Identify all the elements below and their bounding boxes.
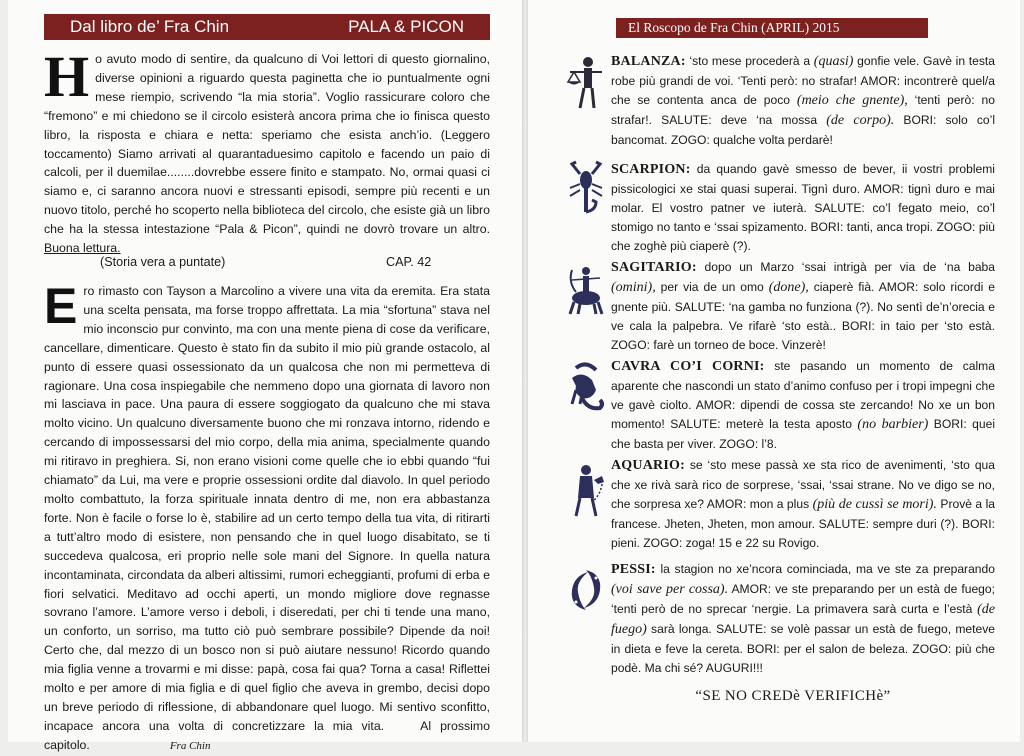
story-label: (Storia vera a puntate) <box>100 255 226 269</box>
sign-sagitario <box>611 258 995 355</box>
sign-text: dopo un Marzo ‘ssai intrigà per via de ‘na baba <box>696 260 995 274</box>
sign-text: ste pasando un momento de calma aparente che nascondi un stato d’animo confuso per i tropi impegni che ve gavè ciolto. AMOR: dipendi de cossa ste zercando! No xe un bon momento! SALUTE: meterè la testa aposto <box>611 359 995 431</box>
sign-aside: (de corpo). <box>826 112 895 128</box>
sign-scarpion <box>611 160 995 256</box>
sign-text: Provè a la francese. Jheten, Jheten, mon amour. SALUTE: sempre duri (?). BORI: pieni. ZOGO: zoga! 15 e 22 su Rovigo. <box>611 496 995 550</box>
sign-aside: (omini), <box>611 279 656 295</box>
intro-dropcap: H <box>44 44 90 109</box>
sign-name: SAGITARIO: <box>611 260 697 275</box>
sign-aside: (voi save per cossa). <box>611 581 729 597</box>
right-page <box>528 0 1020 742</box>
sign-text: da quando gavè smesso de bever, ii vostri problemi pissicologici xe stai quasi superai. Tignì duro. AMOR: tignì duro e mai molar. El vostro patner ve iuterà. SALUTE: co’l fegato meio, co’l stomigo no tanto e ‘ssai spizamento. BORI: tanti, anca tropi. ZOGO: più che zoghè più ciaperè (?). <box>611 162 995 253</box>
intro-sign-off: Buona lettura. <box>44 241 121 256</box>
story-closing: Al prossimo capitolo. <box>44 718 490 752</box>
aquarius-icon <box>566 462 606 518</box>
sign-text: per via de un omo <box>655 279 769 294</box>
column-title: Dal libro de’ Fra Chin <box>70 17 230 36</box>
intro-paragraph <box>44 44 490 256</box>
left-page <box>8 0 522 752</box>
sign-name: CAVRA CO’I CORNI: <box>611 359 765 374</box>
sign-aquario <box>611 456 995 553</box>
story-strap <box>44 255 490 275</box>
author-signature: Fra Chin <box>169 739 211 752</box>
sagittarius-icon <box>566 260 606 316</box>
story-paragraph <box>44 278 490 752</box>
sign-name: BALANZA: <box>611 54 686 69</box>
horoscope-footer: “SE NO CREDè VERIFICHè” <box>695 688 891 704</box>
horoscope-header: El Roscopo de Fra Chin (APRIL) 2015 <box>616 18 928 38</box>
sign-text: BORI: quei che basta per viver. ZOGO: l’8. <box>611 416 996 451</box>
sign-name: PESSI: <box>611 562 656 577</box>
chapter-number: CAP. 42 <box>386 255 432 269</box>
sign-name: SCARPION: <box>611 162 691 177</box>
capricorn-icon <box>566 360 606 416</box>
libra-icon <box>566 54 606 110</box>
sign-pessi <box>611 560 995 677</box>
sign-text: la stagion no xe’ncora cominciada, ma ve ste za preparando <box>655 562 995 576</box>
sign-aside: (meio che gnente), <box>796 92 908 108</box>
sign-balanza <box>611 52 995 150</box>
story-dropcap: E <box>44 278 78 334</box>
sign-text: BORI: solo co’l bancomat. ZOGO: qualche volta perdarè! <box>611 112 996 147</box>
sign-text: gonfie vele. Gavè in testa robe più grandi de voi. ‘Tenti però: no strafar! AMOR: incontrerè quel/a che se contenta anca de poco <box>611 54 995 107</box>
sign-aside: (più de cussì se mori). <box>812 496 937 512</box>
intro-text: o avuto modo di sentire, da qualcuno di Voi lettori di questo giornalino, diverse opinioni a riguardo questa paginetta che io puntualmente ogni mese riempio, scrivendo “la mia storia”. Voglio rassicurare coloro che “fremono” e mi chiedono se il circolo esisterà ancora prima che io finisca questo libro, la risposta e chiara e netta: speriamo che esista anch’io. (Leggero toccamento) Siamo arrivati al quarantaduesimo capitolo e facendo un paio di calcoli, per il duemilae........dovrebbe essere finito e stampato. No, ormai quasi ci siamo e, ci saranno ancora nuovi e stressanti episodi, sempre più recenti e un nuovo titolo, perché ho scoperto nella biblioteca del circolo, che esiste già un libro che ha la stessa intestazione “Pala & Picon”, quindi ne dovrò trovare un altro. <box>44 52 490 237</box>
sign-name: AQUARIO: <box>611 458 685 473</box>
sign-cavra <box>611 357 995 454</box>
story-text: ro rimasto con Tayson a Marcolino a vivere una vita da eremita. Era stata una scelta pensata, ma forse troppo affrettata. La mia “sfortuna” stava nel mio inconscio pur convinto, ma con una mente piena di cose da verificare, cancellare, dimenticare. Questo è stato fin da subito il mio più grande ostacolo, al punto di essere quasi ossessionato da un qualcosa che non mi permetteva di ragionare. Una cosa inspiegabile che nemmeno dopo una giornata di lavoro non mi lasciava in pace. Una paura di essere soggiogato da qualcuno che mi stava molto vicino. Un qualcuno diversamente buono che mi ronzava intorno, ridendo e cercando di impossessarsi del mio corpo, della mia anima, specialmente quando mi ritiravo in preghiera. Si, non erano visioni come quelle che io ebbi quando “fui chiamato” da Lui, ma vere e proprie ossessioni ordite dal diavolo. In quel periodo molto combattuto, la forza spirituale innata dentro di me, non era abbastanza forte. Non è facile o forse lo è, stabilire ad un certo tempo della tua vita, di ritirarti a tutt’altro modo di esistere, non pensando che in quel luogo disabitato, se ti succedeva qualcosa, eri proprio nelle sole mani del Signore. In quella natura incontaminata, circondata da alberi altissimi, rumori echeggianti, profumi di erba e fiori selvatici. Meditavo ad occhi aperti, un mondo migliore dove regnasse sovrano l’amore. L’amore verso i deboli, i diseredati, per chi ti tende una mano, un conforto, un sorriso, ma tutto ciò può sembrare possibile? Dipende da noi! Certo che, dal mezzo di un bosco non si può aiutare nessuno! Ricordo quando mia figlia venne a trovarmi e mi disse: papà, cosa fai qua? Torna a casa! Riflettei molto e per amore di mia figlia e di quel figlio che aveva in grembo, decisi dopo un breve periodo di riflessione, di abbandonare quel luogo. Mi sentivo sconfitto, incapace ancora una volta di concretizzare la mia vita. <box>44 284 490 733</box>
sign-text: ‘tenti però: no strafar!. SALUTE: deve ‘na mossa <box>611 92 995 127</box>
sign-aside: (no barbier) <box>857 416 929 432</box>
sign-text: ciaperè fià. AMOR: solo ricordi e gnente più. SALUTE: ‘na gamba no funziona (?). No sentì de’n’orecia e ve cala la palpebra. Ve rifarè ‘sto està.. BORI: in taio per ‘sto està. ZOGO: farè un torneo de boce. Vinzerè! <box>611 279 995 352</box>
sign-aside: (de fuego) <box>611 601 995 637</box>
sign-text: sarà longa. SALUTE: se volè passar un està de fuego, meteve in dieta e feve la cereta. BORI: per el salon de beleza. ZOGO: più che podè. Ma chi sé? AUGURI!!! <box>611 621 995 675</box>
column-subtitle: PALA & PICON <box>348 17 464 36</box>
sign-text: se ‘sto mese passà xe sta rico de avenimenti, ‘sto qua che xe rivà sarà rico de sorprese, ‘ssai, ‘ssai strane. No ve digo se no, che sorpresa xe? AMOR: mon a plus <box>611 458 995 511</box>
left-page-header <box>44 14 490 40</box>
sign-text: AMOR: ve ste preparando per un està de fuego; ‘tenti però de no sprecar ‘nergie. La primavera sarà curta e l’està <box>611 581 995 616</box>
sign-aside: (quasi) <box>813 54 854 69</box>
sign-aside: (done), <box>768 279 809 295</box>
scorpio-icon <box>566 158 606 214</box>
pisces-icon <box>566 562 606 618</box>
sign-text: ‘sto mese procederà a <box>685 54 814 68</box>
